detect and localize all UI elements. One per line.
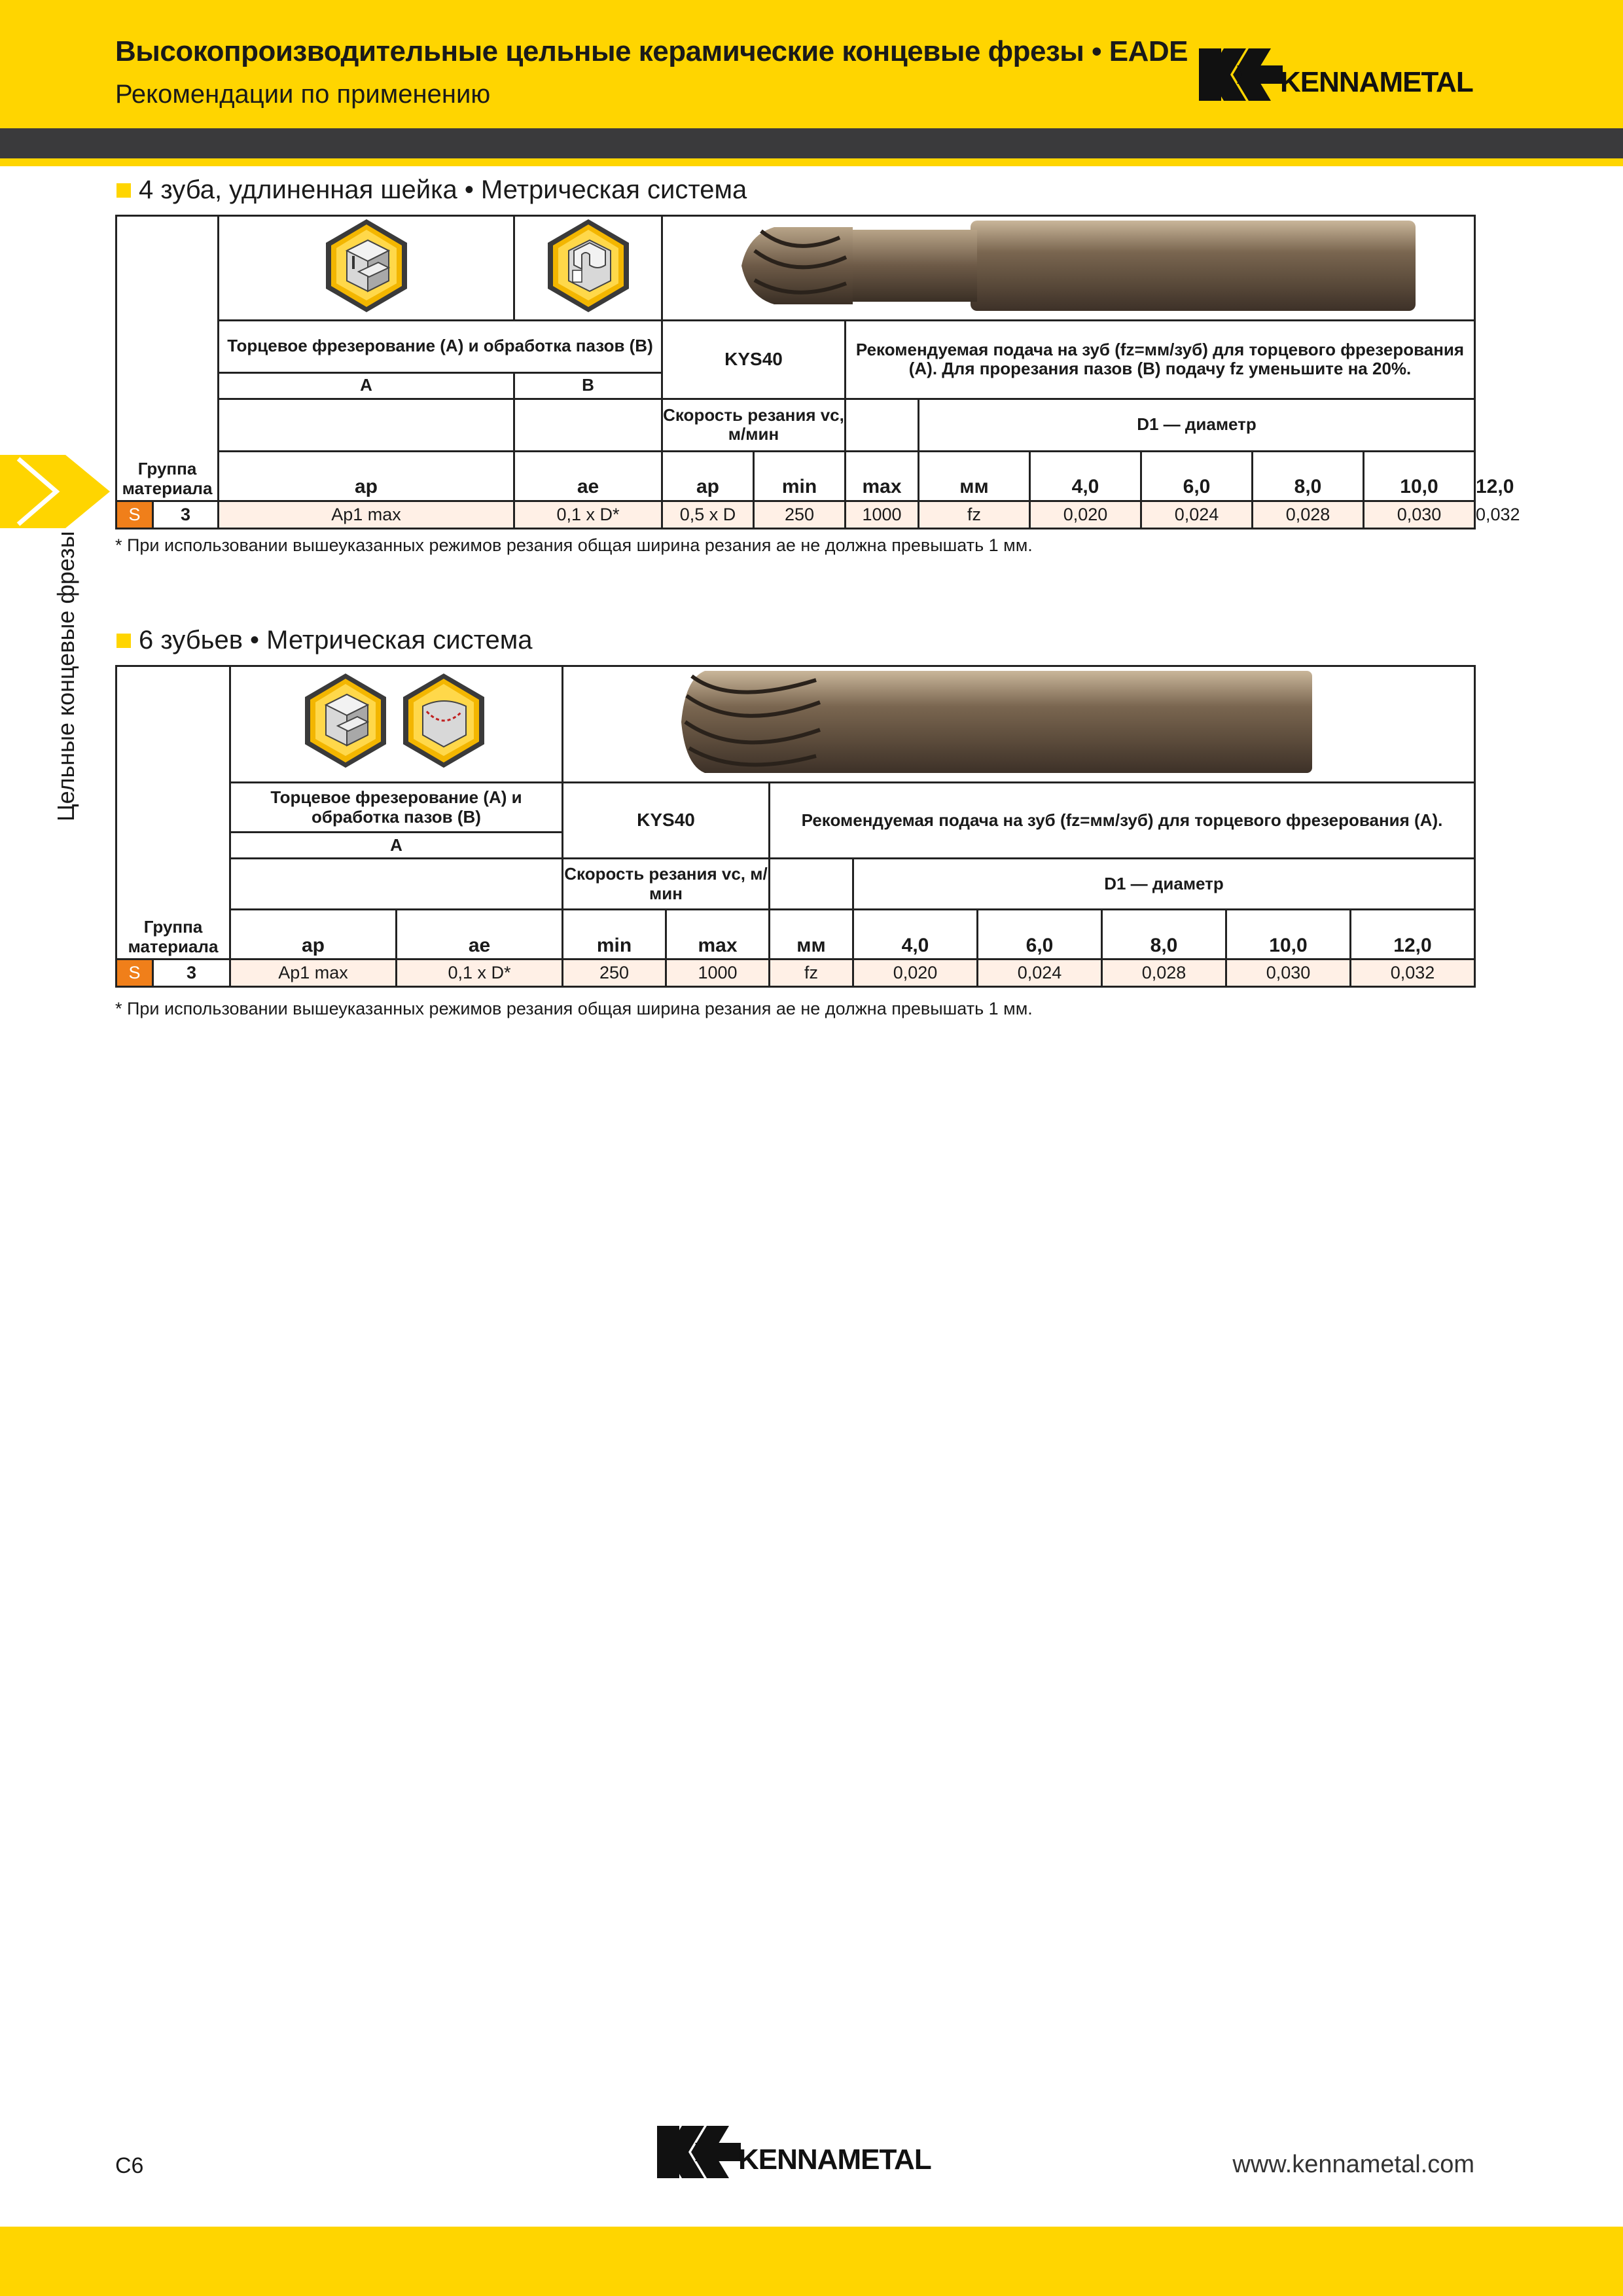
tool-image-cell bbox=[563, 666, 1475, 783]
material-group-header: Группа материала bbox=[116, 451, 219, 501]
cell-fz: 0,020 bbox=[1030, 501, 1141, 528]
col-header: 12,0 bbox=[1351, 910, 1475, 960]
blank-cell bbox=[116, 666, 230, 859]
section1-footnote: * При использовании вышеуказанных режимов резания общая ширина резания ae не должна превышать 1 мм. bbox=[115, 535, 1033, 555]
cell-fz: 0,032 bbox=[1351, 960, 1475, 987]
profile-milling-icon bbox=[403, 673, 484, 768]
col-header: 4,0 bbox=[853, 910, 978, 960]
col-header: ae bbox=[397, 910, 563, 960]
icon-cell-a bbox=[219, 216, 514, 321]
kennametal-footer-logo bbox=[657, 2126, 931, 2178]
cell-fz: 0,028 bbox=[1102, 960, 1226, 987]
cell-fz: 0,024 bbox=[1141, 501, 1253, 528]
col-header: 8,0 bbox=[1102, 910, 1226, 960]
col-header: max bbox=[666, 910, 770, 960]
cell-ap-a: Ap1 max bbox=[230, 960, 397, 987]
slotting-icon bbox=[543, 217, 634, 315]
footer-band bbox=[0, 2227, 1623, 2296]
cell-fz: 0,020 bbox=[853, 960, 978, 987]
col-header: 4,0 bbox=[1030, 451, 1141, 501]
diameter-header: D1 — диаметр bbox=[853, 859, 1475, 910]
cell-unit: fz bbox=[919, 501, 1030, 528]
header-gray-band bbox=[0, 128, 1623, 158]
col-header: min bbox=[754, 451, 846, 501]
blank-cell bbox=[846, 399, 919, 451]
section2-footnote: * При использовании вышеуказанных режимов резания общая ширина резания ae не должна превышать 1 мм. bbox=[115, 999, 1033, 1018]
cell-unit: fz bbox=[770, 960, 853, 987]
face-milling-icon bbox=[321, 217, 412, 315]
page-subtitle: Рекомендации по применению bbox=[115, 80, 491, 109]
website-link[interactable]: www.kennametal.com bbox=[1232, 2151, 1474, 2178]
op-header: Торцевое фрезерование (A) и обработка пазов (B) bbox=[219, 320, 662, 372]
op-header: Торцевое фрезерование (A) и обработка пазов (B) bbox=[230, 783, 563, 833]
section1-table: Торцевое фрезерование (A) и обработка пазов (B) KYS40 Рекомендуемая подача на зуб (fz=мм/зуб) для торцевого фрезерования (A). Для прорезания пазов (B) подачу fz уменьшите на 20%. A B Скорость резания vc, м/мин D1 — диаметр Группа материала ap ae ap min max мм 4,0 6,0 8,0 10,0 12,0 S 3 Ap1 max 0,1 x D* 0,5 x D 250 1000 fz 0,020 0,024 0,028 0,030 0,032 bbox=[115, 215, 1476, 529]
bullet-square bbox=[116, 183, 131, 198]
logo-text: KENNAMETAL bbox=[1280, 66, 1473, 98]
icon-cell-b bbox=[514, 216, 662, 321]
kennametal-k-icon bbox=[657, 2126, 742, 2178]
cell-vc-min: 250 bbox=[563, 960, 666, 987]
speed-header: Скорость резания vc, м/мин bbox=[563, 859, 770, 910]
cell-fz: 0,024 bbox=[978, 960, 1102, 987]
material-group-header: Группа материала bbox=[116, 910, 230, 960]
col-header: ap bbox=[219, 451, 514, 501]
end-mill-4-flute-icon bbox=[722, 218, 1416, 314]
grade-label: KYS40 bbox=[563, 783, 770, 859]
section2-heading-text: 6 зубьев • Метрическая система bbox=[139, 626, 533, 655]
speed-header: Скорость резания vc, м/мин bbox=[662, 399, 846, 451]
blank-cell bbox=[219, 399, 514, 451]
col-b-label: B bbox=[514, 372, 662, 399]
col-header: 8,0 bbox=[1253, 451, 1364, 501]
kennametal-logo bbox=[1199, 48, 1473, 101]
blank-cell bbox=[116, 859, 230, 910]
col-header: мм bbox=[770, 910, 853, 960]
page-title: Высокопроизводительные цельные керамические концевые фрезы • EADE bbox=[115, 35, 1188, 67]
page-number: C6 bbox=[115, 2153, 144, 2178]
cell-ap-b: 0,5 x D bbox=[662, 501, 754, 528]
section2-table bbox=[115, 665, 1476, 988]
col-header: ap bbox=[662, 451, 754, 501]
face-milling-icon bbox=[305, 673, 386, 768]
cell-fz: 0,028 bbox=[1253, 501, 1364, 528]
cell-fz: 0,030 bbox=[1226, 960, 1351, 987]
cell-vc-min: 250 bbox=[754, 501, 846, 528]
grade-label: KYS40 bbox=[662, 320, 846, 399]
col-header: min bbox=[563, 910, 666, 960]
material-group: 3 bbox=[153, 501, 219, 528]
cell-ae-a: 0,1 x D* bbox=[397, 960, 563, 987]
kennametal-k-icon bbox=[1199, 48, 1284, 101]
logo-text: KENNAMETAL bbox=[738, 2144, 931, 2176]
col-header: 10,0 bbox=[1226, 910, 1351, 960]
end-mill-6-flute-icon bbox=[626, 667, 1412, 777]
col-header: ae bbox=[514, 451, 662, 501]
side-tab-arrow-icon bbox=[0, 455, 111, 528]
bullet-square bbox=[116, 634, 131, 648]
material-badge: S bbox=[116, 960, 153, 987]
col-a-label: A bbox=[219, 372, 514, 399]
col-a-label: A bbox=[230, 833, 563, 859]
header-yellow-line bbox=[0, 158, 1623, 166]
blank-cell bbox=[514, 399, 662, 451]
col-header: max bbox=[846, 451, 919, 501]
blank-cell bbox=[230, 859, 563, 910]
cell-vc-max: 1000 bbox=[846, 501, 919, 528]
material-badge: S bbox=[116, 501, 153, 528]
diameter-header: D1 — диаметр bbox=[919, 399, 1475, 451]
section1-heading-text: 4 зуба, удлиненная шейка • Метрическая система bbox=[139, 175, 747, 204]
cell-ap-a: Ap1 max bbox=[219, 501, 514, 528]
icon-cell bbox=[230, 666, 563, 783]
section2-heading bbox=[116, 626, 532, 655]
operation-icons bbox=[298, 670, 495, 774]
material-group: 3 bbox=[153, 960, 230, 987]
col-header: 10,0 bbox=[1364, 451, 1475, 501]
side-tab-label: Цельные концевые фрезы bbox=[52, 531, 79, 821]
feed-header: Рекомендуемая подача на зуб (fz=мм/зуб) для торцевого фрезерования (A). Для прорезания пазов (B) подачу fz уменьшите на 20%. bbox=[846, 320, 1475, 399]
blank-cell bbox=[116, 216, 219, 452]
section1-heading bbox=[116, 175, 747, 205]
col-header: ap bbox=[230, 910, 397, 960]
tool-image-cell bbox=[662, 216, 1475, 321]
cell-vc-max: 1000 bbox=[666, 960, 770, 987]
blank-cell bbox=[770, 859, 853, 910]
cell-ae-a: 0,1 x D* bbox=[514, 501, 662, 528]
feed-header: Рекомендуемая подача на зуб (fz=мм/зуб) для торцевого фрезерования (A). bbox=[770, 783, 1475, 859]
cell-fz: 0,030 bbox=[1364, 501, 1475, 528]
col-header: мм bbox=[919, 451, 1030, 501]
col-header: 6,0 bbox=[978, 910, 1102, 960]
col-header: 6,0 bbox=[1141, 451, 1253, 501]
